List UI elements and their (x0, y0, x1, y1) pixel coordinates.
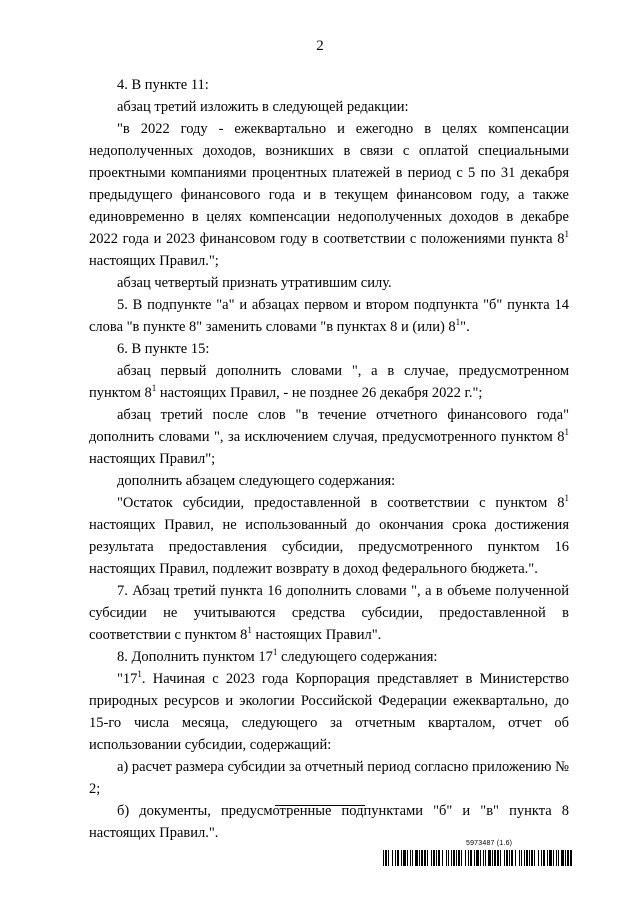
paragraph-text: настоящих Правил."; (89, 253, 219, 269)
paragraph-text: следующего содержания: (277, 649, 438, 665)
document-code: 5973487 (1.6) (466, 840, 513, 847)
superscript: 1 (455, 317, 461, 327)
paragraph-text: ". (460, 319, 470, 335)
paragraph-quoted-new-text (89, 118, 569, 272)
paragraph-text: 7. Абзац третий пункта 16 дополнить словами ", а в объеме полученной субсидии не учитываются средства субсидии, предоставленной в соответствии с пунктом 8 (89, 583, 569, 643)
paragraph-subitem-a: а) расчет размера субсидии за отчетный период согласно приложению № 2; (89, 759, 569, 797)
paragraph-item-6: 6. В пункте 15: (117, 341, 210, 357)
superscript: 1 (151, 383, 157, 393)
superscript: 1 (137, 669, 142, 679)
paragraph-text: "Остаток субсидии, предоставленной в соответствии с пунктом 8 (117, 495, 565, 511)
paragraph-text: настоящих Правил"; (89, 451, 216, 467)
paragraph-text: "17 (117, 671, 138, 687)
paragraph-add-abzac: дополнить абзацем следующего содержания: (117, 473, 396, 489)
paragraph-text: "в 2022 году - ежеквартально и ежегодно в целях компенсации недополученных доходов, возникших в связи с оплатой специальными проектными компаниями процентных платежей в период с 5 по 31 декабря предыдущего финансового года и в текущем финансовом году, а также единовременно в целях компенсации недополученных доходов в декабре 2022 года и 2023 финансовом году в соответствии с положениями пункта 8 (89, 121, 569, 247)
paragraph-text: абзац первый дополнить словами ", а в случае, предусмотренном пунктом 8 (89, 363, 569, 401)
paragraph-item-7 (89, 580, 569, 646)
end-rule (275, 805, 365, 806)
paragraph-text: абзац третий после слов "в течение отчетного финансового года" дополнить словами ", за исключением случая, предусмотренного пунктом 8 (89, 407, 569, 445)
superscript: 1 (564, 229, 569, 239)
superscript: 1 (247, 625, 252, 635)
superscript: 1 (564, 427, 569, 437)
superscript: 1 (564, 493, 569, 503)
paragraph-abzac-3-instruction: абзац третий изложить в следующей редакции: (117, 99, 409, 115)
document-body (89, 74, 569, 844)
paragraph-item-8 (89, 646, 569, 668)
paragraph-text: настоящих Правил, - не позднее 26 декабря 2022 г."; (156, 385, 483, 401)
page-number: 2 (316, 38, 324, 54)
paragraph-abzac-4: абзац четвертый признать утратившим силу. (117, 275, 392, 291)
paragraph-item-4: 4. В пункте 11: (117, 77, 209, 93)
superscript: 1 (272, 647, 278, 657)
paragraph-item-5 (89, 294, 569, 338)
paragraph-text: 8. Дополнить пунктом 17 (117, 649, 273, 665)
paragraph-text: настоящих Правил, не использованный до окончания срока достижения результата предоставления субсидии, предусмотренного пунктом 16 настоящих Правил, подлежит возврату в доход федерального бюджета.". (89, 517, 569, 577)
paragraph-ostatok (89, 492, 569, 580)
barcode-icon (383, 850, 573, 866)
paragraph-item-17-1 (89, 668, 569, 756)
paragraph-text: настоящих Правил". (251, 627, 382, 643)
paragraph-abzac-1 (89, 360, 569, 404)
paragraph-subitem-b: б) документы, предусмотренные подпунктами "б" и "в" пункта 8 настоящих Правил.". (89, 803, 569, 841)
paragraph-abzac-3 (89, 404, 569, 470)
paragraph-text: 5. В подпункте "а" и абзацах первом и втором подпункта "б" пункта 14 слова "в пункте 8" заменить словами "в пунктах 8 и (или) 8 (89, 297, 569, 335)
paragraph-text: . Начиная с 2023 года Корпорация представляет в Министерство природных ресурсов и экологии Российской Федерации ежеквартально, до 15-го числа месяца, следующего за отчетным кварталом, отчет об использовании субсидии, содержащий: (89, 671, 569, 753)
